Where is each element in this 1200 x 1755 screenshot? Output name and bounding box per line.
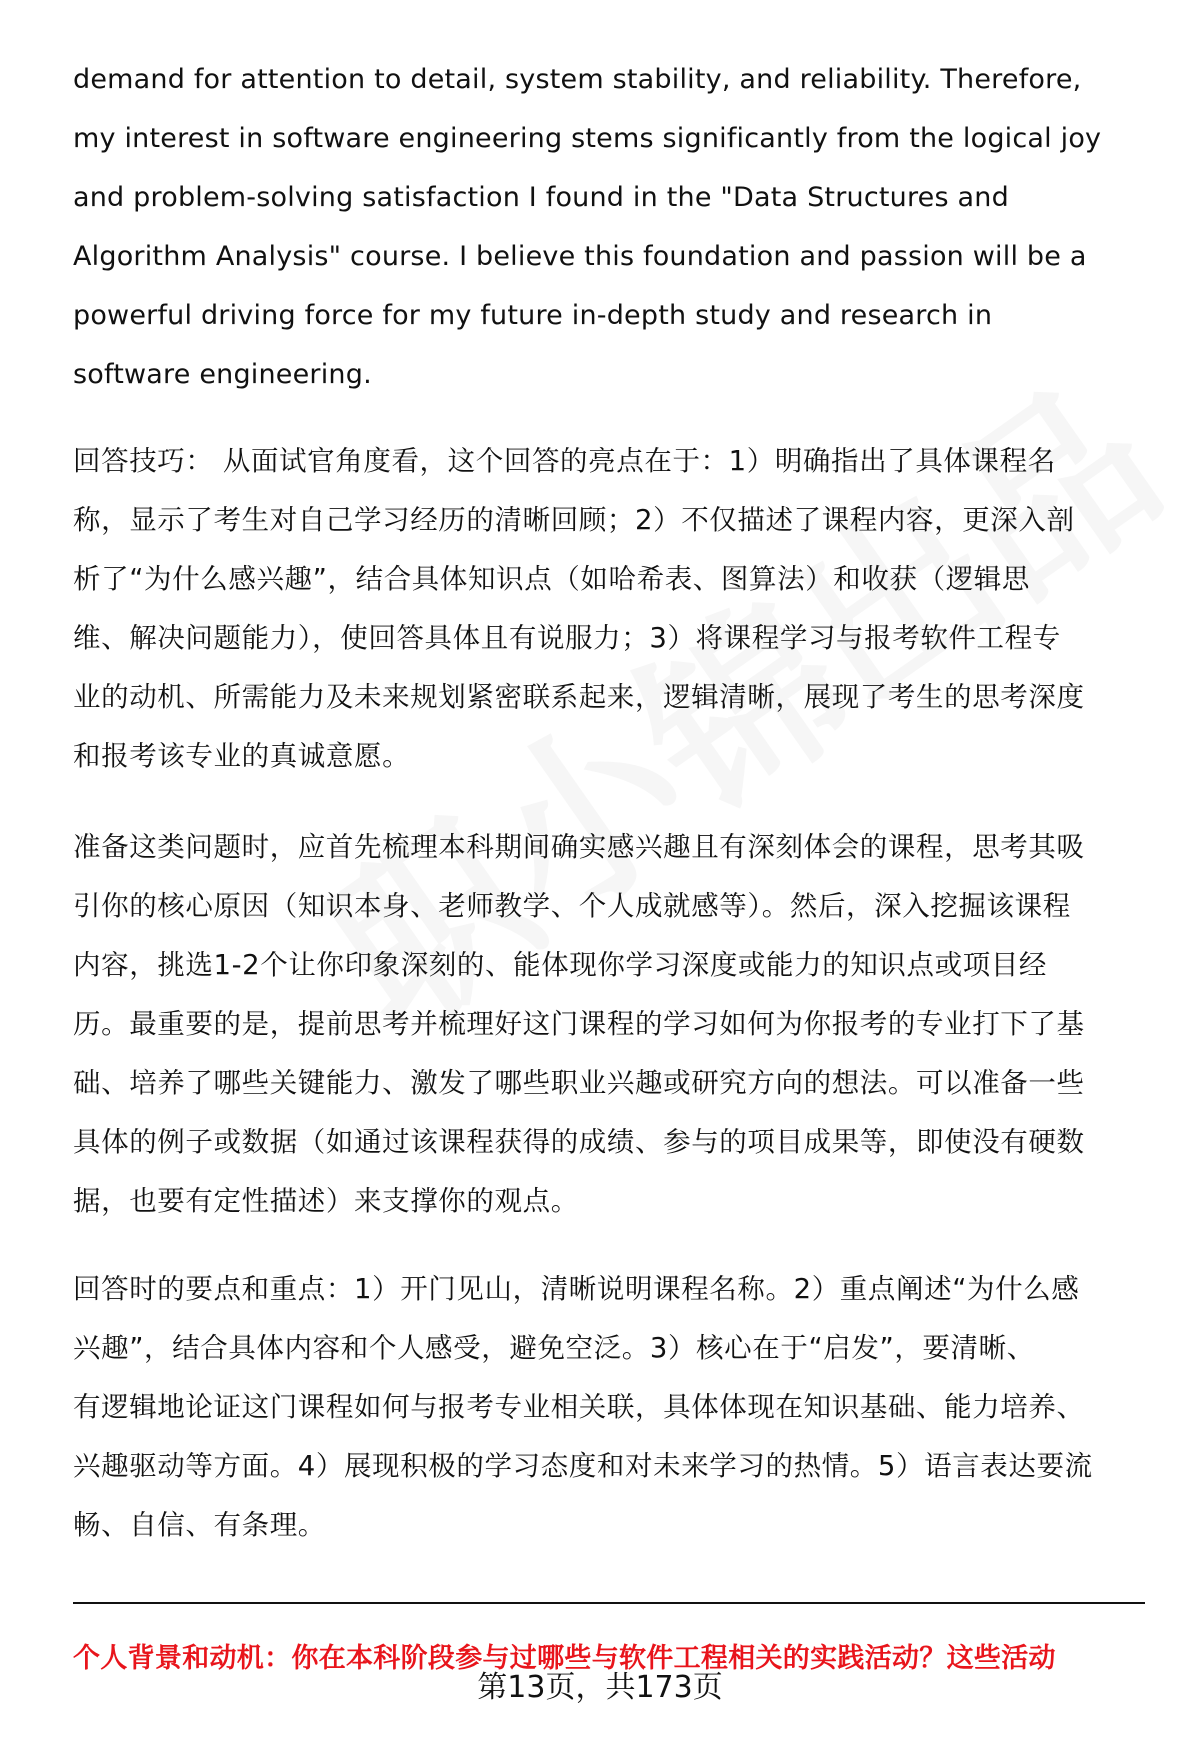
- text-line: powerful driving force for my future in-depth study and research in: [73, 300, 993, 331]
- text-line: 据，也要有定性描述）来支撑你的观点。: [73, 1185, 579, 1217]
- text-line: 维、解决问题能力），使回答具体且有说服力；3）将课程学习与报考软件工程专: [73, 622, 1061, 654]
- paragraph-answer-tips: [73, 432, 1153, 786]
- text-line: 业的动机、所需能力及未来规划紧密联系起来，逻辑清晰，展现了考生的思考深度: [73, 681, 1085, 713]
- paragraph-key-points: [73, 1260, 1153, 1555]
- text-line: 兴趣”，结合具体内容和个人感受，避免空泛。3）核心在于“启发”，要清晰、: [73, 1332, 1035, 1364]
- text-line: 称，显示了考生对自己学习经历的清晰回顾；2）不仅描述了课程内容，更深入剖: [73, 504, 1075, 536]
- text-line: 引你的核心原因（知识本身、老师教学、个人成就感等）。然后，深入挖掘该课程: [73, 890, 1071, 922]
- next-question-heading: 个人背景和动机：你在本科阶段参与过哪些与软件工程相关的实践活动？这些活动: [73, 1643, 1056, 1674]
- text-line: 础、培养了哪些关键能力、激发了哪些职业兴趣或研究方向的想法。可以准备一些: [73, 1067, 1085, 1099]
- text-line: 兴趣驱动等方面。4）展现积极的学习态度和对未来学习的热情。5）语言表达要流: [73, 1450, 1093, 1482]
- text-line: and problem-solving satisfaction I found in the "Data Structures and: [73, 182, 1009, 213]
- text-line: my interest in software engineering stems significantly from the logical joy: [73, 123, 1102, 154]
- text-line: 准备这类问题时，应首先梳理本科期间确实感兴趣且有深刻体会的课程，思考其吸: [73, 831, 1085, 863]
- text-line: 有逻辑地论证这门课程如何与报考专业相关联，具体体现在知识基础、能力培养、: [73, 1391, 1085, 1423]
- text-line: 回答技巧： 从面试官角度看，这个回答的亮点在于：1）明确指出了具体课程名: [73, 445, 1056, 477]
- text-line: 具体的例子或数据（如通过该课程获得的成绩、参与的项目成果等，即使没有硬数: [73, 1126, 1085, 1158]
- paragraph-preparation: [73, 818, 1153, 1231]
- text-line: 析了“为什么感兴趣”，结合具体知识点（如哈希表、图算法）和收获（逻辑思: [73, 563, 1030, 595]
- text-line: Algorithm Analysis" course. I believe this foundation and passion will be a: [73, 241, 1087, 272]
- paragraph-english-answer: [73, 50, 1153, 404]
- text-line: demand for attention to detail, system stability, and reliability. Therefore,: [73, 64, 1082, 95]
- page-number: 第13页，共173页: [477, 1670, 723, 1705]
- text-line: software engineering.: [73, 359, 372, 390]
- text-line: 回答时的要点和重点：1）开门见山，清晰说明课程名称。2）重点阐述“为什么感: [73, 1273, 1080, 1305]
- text-line: 内容，挑选1-2个让你印象深刻的、能体现你学习深度或能力的知识点或项目经: [73, 949, 1048, 981]
- text-line: 畅、自信、有条理。: [73, 1509, 326, 1541]
- text-line: 和报考该专业的真诚意愿。: [73, 740, 411, 772]
- section-divider: [73, 1602, 1145, 1604]
- text-line: 历。最重要的是，提前思考并梳理好这门课程的学习如何为你报考的专业打下了基: [73, 1008, 1085, 1040]
